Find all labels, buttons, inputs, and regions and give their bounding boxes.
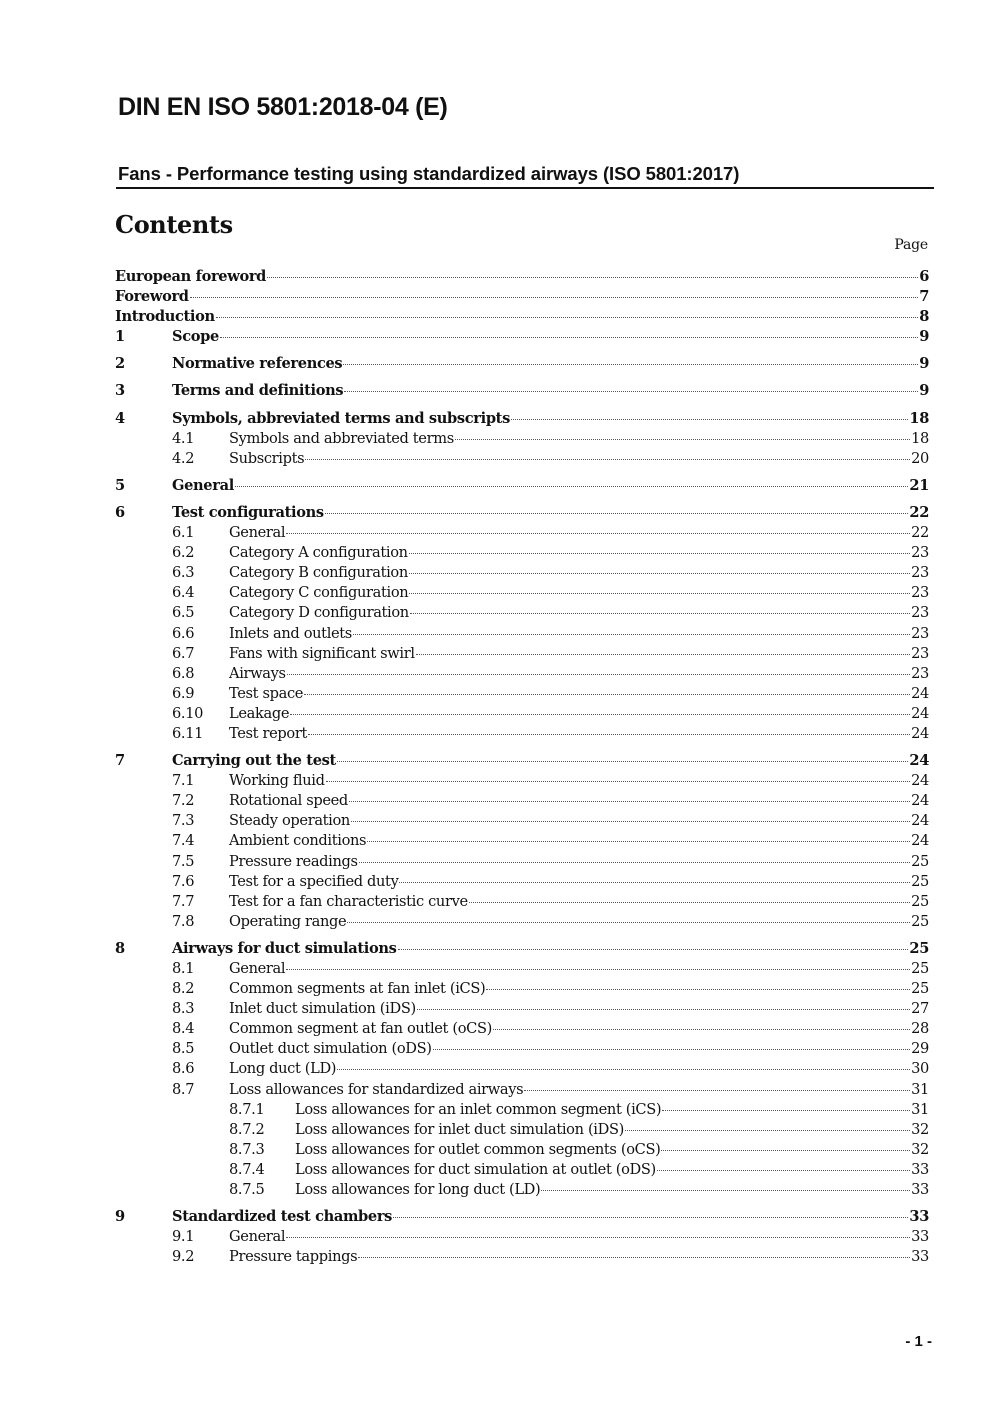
document-id: DIN EN ISO 5801:2018-04 (E) [118,93,448,121]
toc-entry[interactable] [115,724,929,744]
toc-entry-page: 33 [911,1160,929,1178]
toc-dot-leader [393,1217,908,1218]
toc-entry-number: 8.6 [172,1060,195,1078]
toc-entry-page: 33 [911,1181,929,1199]
toc-entry-number: 7.5 [172,852,195,870]
toc-entry-number: 2 [115,355,125,373]
toc-dot-leader [190,297,919,298]
toc-entry-page: 29 [911,1040,929,1058]
toc-entry-number: 6.4 [172,584,195,602]
toc-entry-title: Inlets and outlets [229,624,352,642]
toc-entry-page: 25 [911,852,929,870]
toc-entry[interactable] [115,374,929,401]
toc-entry-number: 7.4 [172,832,195,850]
toc-dot-leader [433,1049,910,1050]
toc-dot-leader [325,513,909,514]
toc-entry[interactable] [115,831,929,851]
toc-entry-number: 6.5 [172,604,195,622]
toc-entry-title: Loss allowances for long duct (LD) [295,1181,541,1199]
toc-entry[interactable] [115,327,929,347]
toc-entry-title: Symbols, abbreviated terms and subscripts [172,409,510,427]
toc-entry-page: 22 [909,503,929,521]
toc-dot-leader [359,862,910,863]
toc-entry-page: 24 [911,772,929,790]
toc-entry[interactable] [115,624,929,644]
toc-entry-title: Inlet duct simulation (iDS) [229,1000,416,1018]
toc-entry-title: Fans with significant swirl [229,644,415,662]
toc-entry-page: 18 [911,429,929,447]
toc-dot-leader [524,1090,910,1091]
toc-entry-number: 6.7 [172,644,195,662]
page-column-label: Page [894,237,928,253]
toc-entry-title: Operating range [229,912,347,930]
toc-entry-title: Long duct (LD) [229,1060,337,1078]
toc-entry[interactable] [115,684,929,704]
toc-entry[interactable] [115,791,929,811]
toc-entry-title: Ambient conditions [229,832,367,850]
toc-entry-title: Carrying out the test [172,752,336,770]
toc-entry-page: 24 [911,832,929,850]
toc-entry-title: Standardized test chambers [172,1208,393,1226]
toc-dot-leader [343,364,918,365]
toc-entry-page: 24 [911,724,929,742]
toc-entry-title: Terms and definitions [172,382,344,400]
toc-entry-title: Category B configuration [229,564,408,582]
toc-entry[interactable] [115,1100,929,1120]
toc-dot-leader [661,1150,910,1151]
toc-dot-leader [409,553,910,554]
toc-entry-number: 6.11 [172,724,204,742]
toc-entry-number: 8.4 [172,1020,195,1038]
toc-entry-title: Scope [172,328,219,346]
toc-entry-number: 6.3 [172,564,195,582]
toc-entry-title: Pressure readings [229,852,358,870]
toc-entry-title: Foreword [115,288,189,306]
toc-entry-page: 25 [911,980,929,998]
toc-entry-number: 9.1 [172,1228,195,1246]
toc-entry-page: 23 [911,604,929,622]
toc-entry[interactable] [115,744,929,771]
toc-entry-title: Common segment at fan outlet (oCS) [229,1020,492,1038]
toc-entry-number: 6.1 [172,524,195,542]
toc-entry[interactable] [115,872,929,892]
toc-entry-page: 30 [911,1060,929,1078]
toc-entry-page: 23 [911,644,929,662]
toc-entry-page: 7 [919,288,929,306]
toc-dot-leader [286,1237,910,1238]
toc-entry[interactable] [115,1080,929,1100]
toc-entry-title: Category C configuration [229,584,409,602]
toc-entry-number: 7.8 [172,912,195,930]
toc-dot-leader [399,882,910,883]
toc-dot-leader [351,821,910,822]
toc-entry[interactable] [115,1019,929,1039]
toc-entry-page: 23 [911,664,929,682]
toc-entry[interactable] [115,603,929,623]
toc-entry[interactable] [115,267,929,287]
toc-dot-leader [410,613,910,614]
toc-entry-page: 24 [911,704,929,722]
toc-entry[interactable] [115,811,929,831]
toc-entry-title: Test configurations [172,503,324,521]
toc-dot-leader [305,459,910,460]
toc-entry[interactable] [115,583,929,603]
toc-dot-leader [235,486,909,487]
toc-entry-number: 7.1 [172,772,195,790]
toc-entry-title: Loss allowances for inlet duct simulation (iDS) [295,1120,624,1138]
toc-entry[interactable] [115,1059,929,1079]
toc-entry-title: Test report [229,724,307,742]
toc-entry[interactable] [115,307,929,327]
toc-entry-page: 33 [911,1248,929,1266]
toc-entry-number: 6.8 [172,664,195,682]
toc-dot-leader [469,902,910,903]
toc-dot-leader [625,1130,910,1131]
toc-entry-number: 9.2 [172,1248,195,1266]
toc-entry-number: 6.6 [172,624,195,642]
toc-entry[interactable] [115,852,929,872]
toc-entry-title: Category D configuration [229,604,409,622]
toc-entry-number: 8 [115,939,125,957]
toc-entry[interactable] [115,644,929,664]
toc-entry-title: Normative references [172,355,343,373]
toc-dot-leader [493,1029,910,1030]
toc-entry-number: 7.3 [172,812,195,830]
toc-dot-leader [286,969,910,970]
toc-entry[interactable] [115,496,929,523]
toc-dot-leader [409,593,910,594]
toc-entry-number: 4 [115,409,125,427]
toc-entry-page: 27 [911,1000,929,1018]
toc-entry[interactable] [115,979,929,999]
toc-entry[interactable] [115,912,929,932]
toc-entry[interactable] [115,543,929,563]
toc-dot-leader [216,317,918,318]
toc-entry-page: 9 [919,328,929,346]
toc-entry-page: 9 [919,355,929,373]
toc-entry-title: Common segments at fan inlet (iCS) [229,980,486,998]
toc-entry-page: 23 [911,564,929,582]
toc-entry-title: Subscripts [229,449,305,467]
toc-entry[interactable] [115,1247,929,1267]
toc-entry[interactable] [115,959,929,979]
toc-entry-title: Rotational speed [229,792,348,810]
toc-entry-page: 31 [911,1080,929,1098]
toc-dot-leader [398,949,909,950]
toc-entry[interactable] [115,523,929,543]
toc-dot-leader [220,337,918,338]
toc-dot-leader [290,714,910,715]
toc-dot-leader [511,419,908,420]
table-of-contents [115,267,929,1267]
toc-entry-number: 5 [115,476,125,494]
toc-entry-page: 32 [911,1140,929,1158]
toc-entry[interactable] [115,563,929,583]
toc-entry-page: 28 [911,1020,929,1038]
toc-entry-page: 24 [911,812,929,830]
toc-entry-number: 8.7.5 [229,1181,265,1199]
toc-entry[interactable] [115,932,929,959]
toc-entry-title: Loss allowances for outlet common segments (oCS) [295,1140,661,1158]
toc-entry-title: Test space [229,684,304,702]
toc-entry-title: Loss allowances for standardized airways [229,1080,524,1098]
toc-entry-number: 8.7 [172,1080,195,1098]
toc-entry-number: 4.2 [172,449,195,467]
toc-dot-leader [657,1170,910,1171]
toc-entry-number: 8.7.3 [229,1140,265,1158]
toc-dot-leader [486,989,910,990]
toc-entry-number: 8.7.1 [229,1100,265,1118]
toc-entry-title: Airways for duct simulations [172,939,397,957]
page-number: - 1 - [905,1333,932,1350]
toc-entry[interactable] [115,469,929,496]
toc-entry[interactable] [115,1200,929,1227]
toc-dot-leader [358,1257,910,1258]
toc-entry-page: 23 [911,624,929,642]
toc-entry-title: Airways [229,664,286,682]
toc-entry-page: 32 [911,1120,929,1138]
toc-entry-title: General [229,1228,286,1246]
toc-dot-leader [349,801,910,802]
toc-entry[interactable] [115,1039,929,1059]
toc-entry-number: 6 [115,503,125,521]
toc-entry-title: Working fluid [229,772,325,790]
toc-dot-leader [416,654,910,655]
toc-entry[interactable] [115,1140,929,1160]
toc-dot-leader [337,1069,910,1070]
toc-entry-title: General [229,960,286,977]
toc-dot-leader [267,277,918,278]
toc-entry-number: 3 [115,382,125,400]
toc-entry[interactable] [115,429,929,449]
toc-entry-page: 23 [911,584,929,602]
toc-entry-page: 8 [919,308,929,326]
toc-dot-leader [417,1009,910,1010]
toc-entry-title: Test for a specified duty [229,872,399,890]
toc-entry[interactable] [115,664,929,684]
toc-entry[interactable] [115,287,929,307]
header-rule [116,187,934,189]
toc-entry-page: 31 [911,1100,929,1118]
contents-heading: Contents [115,210,233,239]
toc-dot-leader [304,694,910,695]
toc-entry-page: 9 [919,382,929,400]
toc-entry-title: Leakage [229,704,290,722]
toc-dot-leader [326,781,911,782]
toc-entry-title: Test for a fan characteristic curve [229,892,468,910]
toc-dot-leader [409,573,910,574]
toc-entry-number: 7.7 [172,892,195,910]
toc-entry-page: 33 [911,1228,929,1246]
toc-entry-page: 24 [909,752,929,770]
toc-entry-page: 6 [919,268,929,285]
toc-dot-leader [367,841,910,842]
toc-dot-leader [337,761,909,762]
toc-entry-page: 33 [909,1208,929,1226]
toc-entry-title: Outlet duct simulation (oDS) [229,1040,432,1058]
toc-entry-number: 8.2 [172,980,195,998]
toc-entry[interactable] [115,449,929,469]
toc-entry-page: 20 [911,449,929,467]
toc-entry-number: 6.9 [172,684,195,702]
toc-dot-leader [308,734,910,735]
toc-entry[interactable] [115,1160,929,1180]
toc-dot-leader [662,1110,910,1111]
toc-entry-title: Introduction [115,308,215,326]
toc-entry[interactable] [115,347,929,374]
toc-entry-number: 6.10 [172,704,204,722]
toc-entry-page: 25 [909,939,929,957]
toc-entry[interactable] [115,999,929,1019]
document-subtitle: Fans - Performance testing using standardized airways (ISO 5801:2017) [118,163,740,184]
toc-entry-page: 18 [909,409,929,427]
toc-entry-page: 23 [911,544,929,562]
toc-dot-leader [286,533,910,534]
toc-dot-leader [353,634,910,635]
toc-dot-leader [287,674,910,675]
toc-entry-page: 21 [909,476,929,494]
toc-entry-number: 7.6 [172,872,195,890]
toc-entry[interactable] [115,1120,929,1140]
toc-entry-number: 7 [115,752,125,770]
toc-entry-title: Symbols and abbreviated terms [229,429,454,447]
toc-entry-page: 25 [911,960,929,977]
toc-dot-leader [455,439,910,440]
toc-entry-page: 24 [911,684,929,702]
toc-entry-page: 24 [911,792,929,810]
toc-entry-title: Steady operation [229,812,350,830]
toc-entry[interactable] [115,892,929,912]
toc-entry-page: 25 [911,872,929,890]
toc-entry-number: 8.7.4 [229,1160,265,1178]
toc-entry-number: 8.7.2 [229,1120,265,1138]
toc-entry-number: 9 [115,1208,125,1226]
toc-entry-title: Loss allowances for duct simulation at outlet (oDS) [295,1160,656,1178]
toc-entry-title: European foreword [115,268,267,285]
toc-entry-page: 25 [911,892,929,910]
toc-entry-number: 7.2 [172,792,195,810]
toc-entry-title: Pressure tappings [229,1248,358,1266]
toc-entry-number: 6.2 [172,544,195,562]
toc-entry-number: 8.3 [172,1000,195,1018]
toc-entry-title: General [229,524,286,542]
toc-entry-number: 1 [115,328,125,346]
toc-dot-leader [347,922,910,923]
toc-entry[interactable] [115,1227,929,1247]
toc-entry-number: 8.5 [172,1040,195,1058]
toc-entry-page: 25 [911,912,929,930]
toc-entry[interactable] [115,704,929,724]
toc-entry-title: Category A configuration [229,544,408,562]
toc-entry-title: General [172,476,234,494]
toc-entry[interactable] [115,771,929,791]
toc-dot-leader [541,1190,910,1191]
toc-entry[interactable] [115,1180,929,1200]
toc-entry-title: Loss allowances for an inlet common segment (iCS) [295,1100,662,1118]
toc-dot-leader [344,391,918,392]
toc-entry-page: 22 [911,524,929,542]
toc-entry-number: 4.1 [172,429,195,447]
toc-entry[interactable] [115,402,929,429]
toc-entry-number: 8.1 [172,960,195,977]
